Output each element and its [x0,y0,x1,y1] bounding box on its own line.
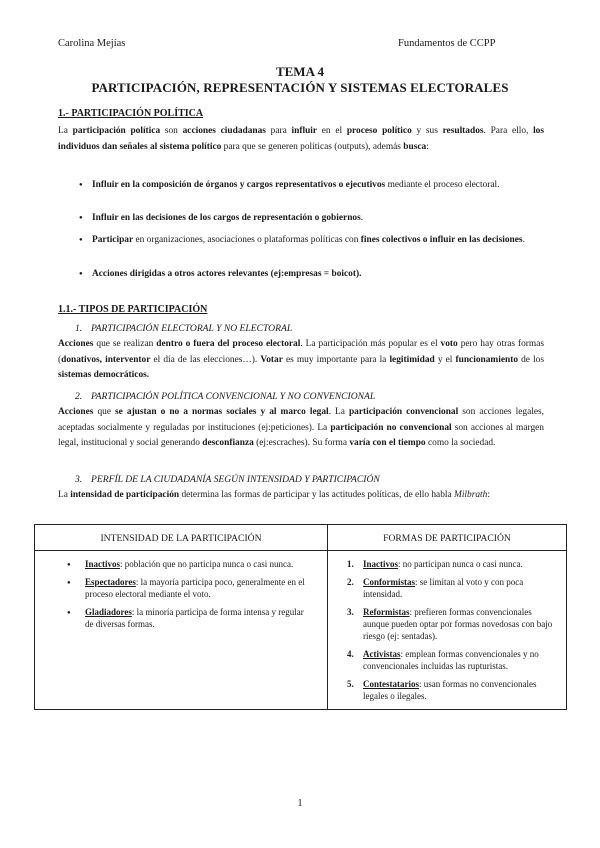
list-item: 5. Contestatarios: usan formas no convencionales legales o ilegales. [347,679,537,701]
subsection-title: 1. PARTICIPACIÓN ELECTORAL Y NO ELECTORAL [75,323,293,334]
table-header: INTENSIDAD DE LA PARTICIPACIÓN [100,533,262,544]
list-item: ● Influir en las decisiones de los cargos de representación o gobiernos. [92,211,544,225]
paragraph: Acciones que se ajustan o no a normas sociales y al marco legal. La participación convencional son acciones legales, aceptadas socialmente y reguladas por instituciones (ej:peticiones). La participación no convencional son acciones al margen legal, institucional y social generando desconfianza (ej:escraches). Su forma varía con el tiempo como la sociedad. [58,407,544,448]
list-item: ● Gladiadores: la minoría participa de forma intensa y regular de diversas formas. [63,606,313,630]
list-item: ● Acciones dirigidas a otros actores relevantes (ej:empresas = boicot). [92,267,544,281]
section-heading: 1.1.- TIPOS DE PARTICIPACIÓN [58,304,208,315]
list-item: 4. Activistas: emplean formas convencionales y no convencionales incluidas las rupturistas. [347,649,539,671]
page-subtitle: PARTICIPACIÓN, REPRESENTACIÓN Y SISTEMAS ELECTORALES [91,80,509,95]
participation-table [34,524,567,710]
list-item: 2. Conformistas: se limitan al voto y con poca intensidad. [347,577,524,599]
header-author: Carolina Mejías [58,38,126,49]
list-item: ● Influir en la composición de órganos y cargos representativos o ejecutivos mediante el proceso electoral. [92,178,544,192]
table-divider [35,550,566,551]
list-item: 3. Reformistas: prefieren formas convencionales aunque pueden optar por formas novedosas con bajo riesgo (ej: sentadas). [347,607,553,641]
table-divider [327,525,328,709]
table-header: FORMAS DE PARTICIPACIÓN [383,533,511,544]
subsection-title: 2. PARTICIPACIÓN POLÍTICA CONVENCIONAL Y NO CONVENCIONAL [75,391,376,402]
list-item: ● Inactivos: población que no participa nunca o casi nunca. [63,558,313,570]
list-item: ● Participar en organizaciones, asociaciones o plataformas políticas con fines colectivos o influir en las decisiones. [92,233,544,247]
section-heading: 1.- PARTICIPACIÓN POLÍTICA [58,108,204,119]
paragraph: La intensidad de participación determina las formas de participar y las actitudes políticas, de ello habla Milbrath: [58,490,490,500]
forms-cell [343,558,557,708]
header-course: Fundamentos de CCPP [398,38,496,49]
list-item: ● Espectadores: la mayoría participa poco, generalmente en el proceso electoral mediante el voto. [63,576,313,600]
intensity-cell [63,558,313,636]
paragraph: Acciones que se realizan dentro o fuera del proceso electoral. La participación más popular es el voto pero hay otras formas (donativos, interventor el día de las elecciones…). Votar es muy importante para la legitimidad y el funcionamiento de los sistemas democráticos. [58,339,545,380]
page-number: 1 [297,798,303,809]
page-title: TEMA 4 [275,64,325,79]
subsection-title: 3. PERFÍL DE LA CIUDADANÍA SEGÚN INTENSIDAD Y PARTICIPACIÓN [75,474,380,485]
list-item: 1. Inactivos: no participan nunca o casi nunca. [347,559,523,569]
intro-paragraph: La participación política son acciones ciudadanas para influir en el proceso político y sus resultados. Para ello, los individuos dan señales al sistema político para que se generen políticas (outputs), además busca: [58,126,545,152]
